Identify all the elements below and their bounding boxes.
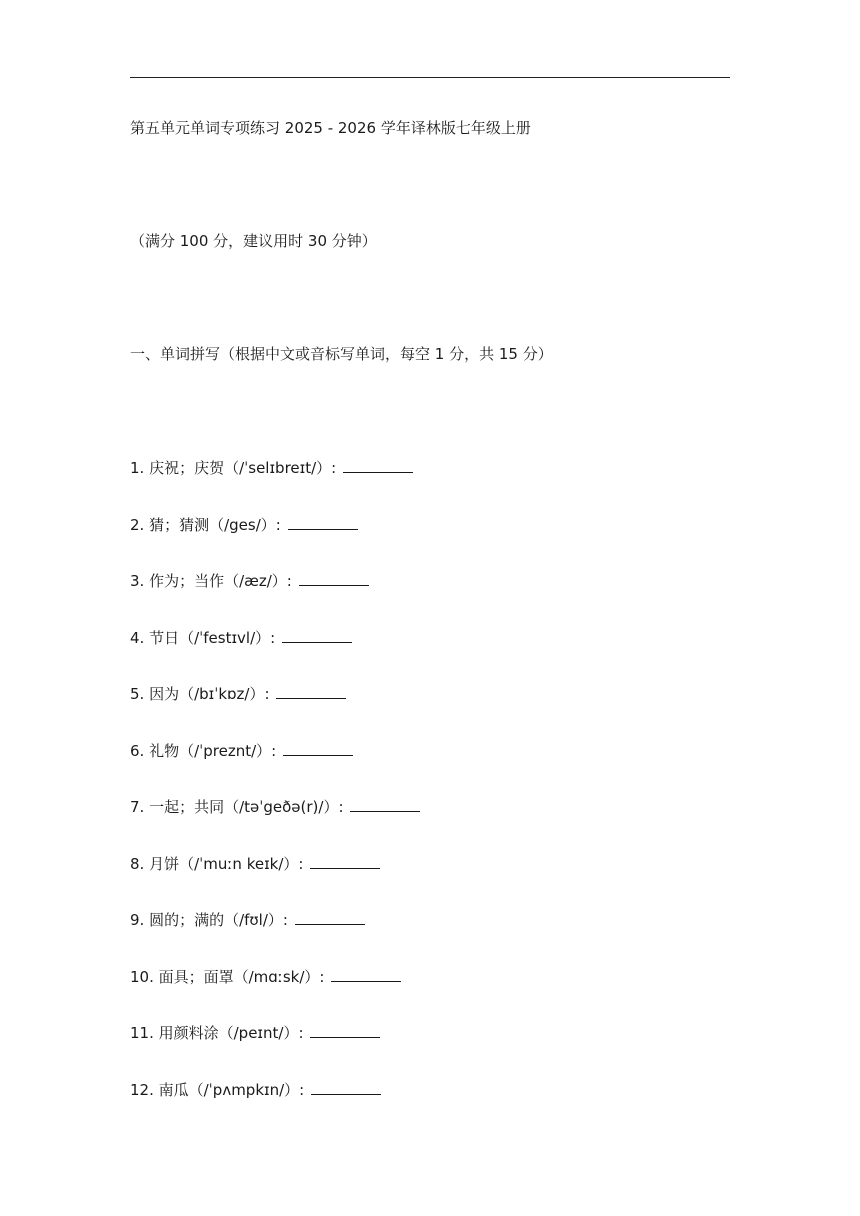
question-item — [130, 1022, 380, 1043]
question-item — [130, 457, 413, 478]
question-text: 3. 作为；当作（/æz/）: — [130, 572, 297, 590]
question-item — [130, 853, 380, 874]
question-text: 2. 猜；猜测（/ges/）: — [130, 516, 286, 534]
question-item — [130, 966, 401, 987]
answer-blank[interactable] — [311, 1079, 381, 1095]
question-text: 12. 南瓜（/ˈpʌmpkɪn/）: — [130, 1081, 309, 1099]
answer-blank[interactable] — [283, 740, 353, 756]
score-time-note: （满分 100 分，建议用时 30 分钟） — [130, 232, 377, 250]
question-text: 4. 节日（/ˈfestɪvl/）: — [130, 629, 280, 647]
question-text: 5. 因为（/bɪˈkɒz/）: — [130, 685, 275, 703]
section-heading: 一、单词拼写（根据中文或音标写单词，每空 1 分，共 15 分） — [130, 345, 553, 363]
question-item — [130, 514, 358, 535]
question-item — [130, 627, 352, 648]
answer-blank[interactable] — [299, 570, 369, 586]
answer-blank[interactable] — [343, 457, 413, 473]
answer-blank[interactable] — [310, 1022, 380, 1038]
answer-blank[interactable] — [331, 966, 401, 982]
answer-blank[interactable] — [350, 796, 420, 812]
question-text: 8. 月饼（/ˈmuːn keɪk/）: — [130, 855, 309, 873]
question-text: 7. 一起；共同（/təˈgeðə(r)/）: — [130, 798, 349, 816]
question-text: 1. 庆祝；庆贺（/ˈselɪbreɪt/）: — [130, 459, 341, 477]
question-item — [130, 1079, 381, 1100]
header-rule — [130, 77, 730, 78]
question-item — [130, 683, 346, 704]
answer-blank[interactable] — [288, 514, 358, 530]
question-text: 6. 礼物（/ˈpreznt/）: — [130, 742, 281, 760]
answer-blank[interactable] — [282, 627, 352, 643]
question-item — [130, 570, 369, 591]
document-title: 第五单元单词专项练习 2025 - 2026 学年译林版七年级上册 — [130, 119, 531, 137]
question-text: 11. 用颜料涂（/peɪnt/）: — [130, 1024, 309, 1042]
question-text: 10. 面具；面罩（/mɑːsk/）: — [130, 968, 330, 986]
question-item — [130, 796, 420, 817]
question-item — [130, 740, 353, 761]
answer-blank[interactable] — [310, 853, 380, 869]
question-text: 9. 圆的；满的（/fʊl/）: — [130, 911, 293, 929]
answer-blank[interactable] — [276, 683, 346, 699]
question-item — [130, 909, 365, 930]
answer-blank[interactable] — [295, 909, 365, 925]
